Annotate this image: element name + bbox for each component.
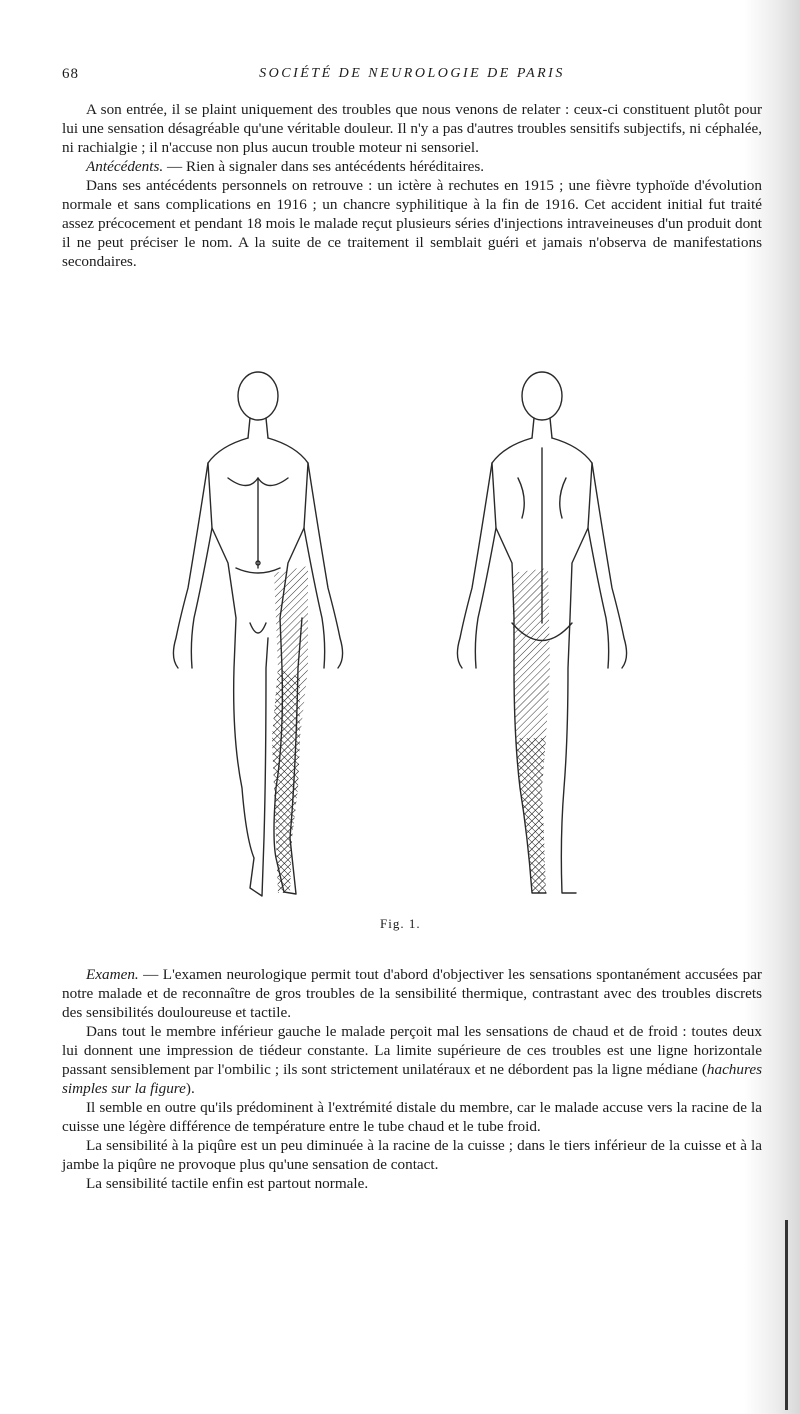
paragraph: Dans ses antécédents personnels on retrouve : un ictère à rechutes en 1915 ; une fièvre typhoïde d'évolution normale et sans complications en 1916 ; un chancre syphilitique à la fin de 1916. Cet accident initial fut traité assez précocement et pendant 18 mois le malade reçut plusieurs séries d'injections intraveineuses d'un produit dont il ne peut préciser le nom. A la suite de ce traitement il semblait guéri et jamais n'observa de manifestations secondaires. (62, 177, 762, 270)
paragraph-text: — L'examen neurologique permit tout d'abord d'objectiver les sensations spontanément accusées par notre malade et de reconnaître de gros troubles de la sensibilité thermique, contrastant avec des troubles discrets des sensibilités douloureuse et tactile. (62, 966, 762, 1021)
paragraph (62, 1022, 762, 1098)
section-label: Antécédents. (86, 158, 164, 175)
back-view-figure (457, 372, 626, 893)
paragraph-text: ). (185, 1080, 195, 1097)
paragraph: Il semble en outre qu'ils prédominent à l'extrémité distale du membre, car le malade accuse vers la racine de la cuisse une légère différence de température entre le tube chaud et le tube froid. (62, 1099, 762, 1135)
text-block-top (62, 100, 762, 271)
binding-edge-line (785, 1220, 788, 1410)
figure-reference: hachures simples sur la figure (62, 1061, 762, 1097)
paragraph-text: Dans tout le membre inférieur gauche le malade perçoit mal les sensations de chaud et de froid : toutes deux lui donnent une impression de tiédeur constante. La limite supérieure de ces troubles est une ligne horizontale passant sensiblement par l'ombilic ; ils sont strictement unilatéraux et ne débordent pas la ligne médiane ( (62, 1023, 762, 1078)
page-header (62, 66, 762, 86)
paragraph: La sensibilité à la piqûre est un peu diminuée à la racine de la cuisse ; dans le tiers inférieur de la cuisse et à la jambe la piqûre ne provoque plus qu'une sensation de contact. (62, 1137, 762, 1173)
page-number: 68 (62, 66, 79, 82)
paragraph-text: — Rien à signaler dans ses antécédents héréditaires. (163, 158, 485, 175)
text-block-bottom (62, 965, 762, 1193)
body-diagram (150, 368, 690, 918)
paragraph: A son entrée, il se plaint uniquement des troubles que nous venons de relater : ceux-ci constituent plutôt pour lui une sensation désagréable qu'une véritable douleur. Il n'y a pas d'autres troubles sensitifs subjectifs, ni céphalée, ni rachialgie ; il n'accuse non plus aucun trouble moteur ni sensoriel. (62, 101, 762, 156)
figure-caption: Fig. 1. (380, 916, 421, 931)
paragraph: La sensibilité tactile enfin est partout normale. (86, 1175, 369, 1192)
paragraph (62, 965, 762, 1022)
running-title: SOCIÉTÉ DE NEUROLOGIE DE PARIS (259, 66, 565, 81)
anatomical-figure (150, 368, 690, 918)
front-view-figure (173, 372, 342, 896)
section-label: Examen. (86, 966, 139, 983)
paragraph (62, 157, 762, 176)
